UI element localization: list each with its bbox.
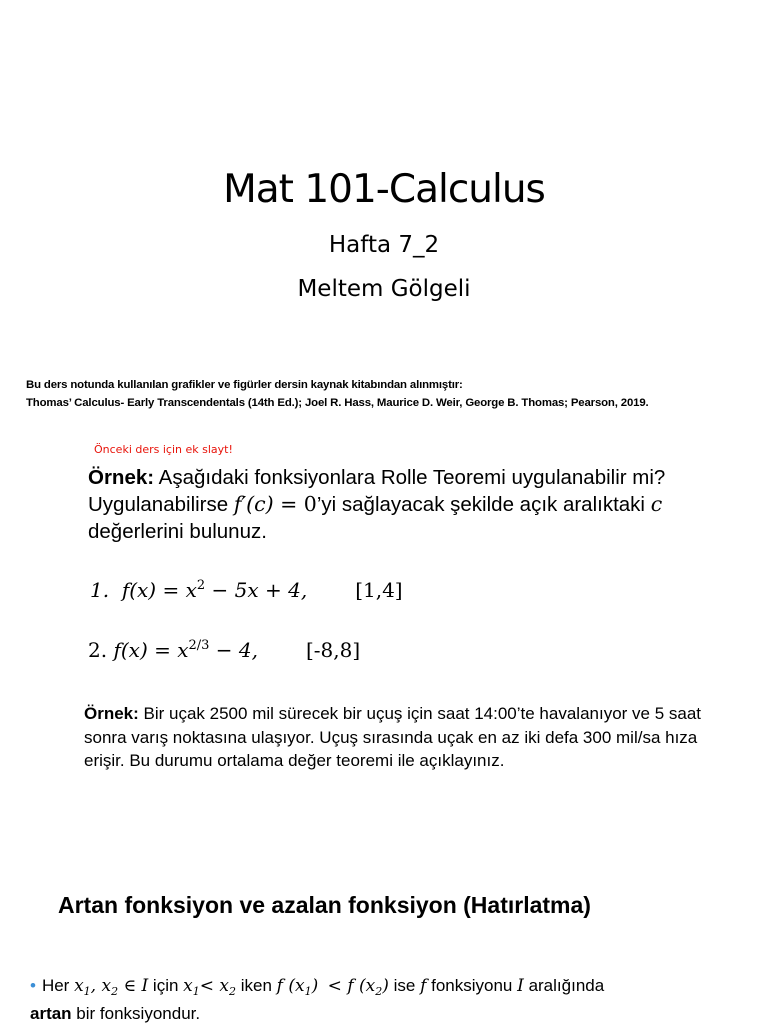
math-f-x2: f $(x_2)$ xyxy=(347,976,389,998)
math-f-b: f xyxy=(347,976,354,996)
math-f-a: f xyxy=(276,976,283,996)
formula-1-number: 1. xyxy=(90,578,110,602)
example-1-math-eq0: = 0 xyxy=(273,492,317,516)
bullet-icin: için xyxy=(148,976,184,995)
example-1-text-b: ’yi sağlayacak şekilde açık aralıktaki xyxy=(316,493,651,516)
example-2-body: Bir uçak 2500 mil sürecek bir uçuş için saat 14:00’te havalanıyor ve 5 saat sonra varış noktasına ulaşıyor. Uçuş sırasında uçak en az iki defa 300 mil/sa hıza erişir. Bu durumu ortalama değer teoremi ile açıklayınız. xyxy=(84,704,702,770)
math-f-c: f xyxy=(420,976,427,996)
math-x-e: x xyxy=(294,976,305,996)
bullet-bir-fonksiyondur: bir fonksiyondur. xyxy=(71,1004,201,1023)
math-sub-2c: 2 xyxy=(375,985,383,998)
bullet-fonksiyonu: fonksiyonu xyxy=(426,976,518,995)
bullet-artan: artan xyxy=(30,1004,72,1023)
bullet-her: Her xyxy=(41,976,75,995)
formula-1-interval: [1,4] xyxy=(355,578,403,602)
example-1-math-c: c xyxy=(650,492,663,516)
math-x1-b xyxy=(183,976,200,996)
slide-title: Mat 101-Calculus xyxy=(223,167,545,212)
math-x-a: x xyxy=(74,976,84,996)
bullet-ise: ise xyxy=(388,976,421,995)
formula-1-exponent: 2 xyxy=(196,578,206,593)
slide-subtitle: Hafta 7_2 xyxy=(328,232,440,258)
formula-2 xyxy=(88,634,360,666)
math-sub-1c: 1 xyxy=(304,985,312,998)
formula-2-exponent: 2/3 xyxy=(188,638,210,653)
example-1-math-fc: f′(c) xyxy=(233,492,274,516)
math-sub-1a: 1 xyxy=(83,985,91,998)
example-1-label: Örnek: xyxy=(88,466,155,489)
example-1-text xyxy=(88,464,738,545)
bullet-iken: iken xyxy=(236,976,277,995)
example-2-text xyxy=(84,702,724,773)
source-note-line-2: Thomas’ Calculus- Early Transcendentals (14th Ed.); Joel R. Hass, Maurice D. Weir, George B. Thomas; Pearson, 2019. xyxy=(26,397,649,409)
previous-lecture-note: Önceki ders için ek slayt! xyxy=(94,443,233,456)
example-1-text-a: Aşağıdaki fonksiyonlara Rolle Teoremi uygulanabilir mi? Uygulanabilirse xyxy=(88,466,666,516)
bullet-dot: • xyxy=(30,976,36,995)
example-1-text-c: değerlerini bulunuz. xyxy=(88,520,267,543)
math-lt-2: < xyxy=(327,976,348,996)
author-name: Meltem Gölgeli xyxy=(297,276,471,302)
math-sub-2a: 2 xyxy=(111,985,119,998)
formula-1-lhs: f(x) xyxy=(121,578,157,602)
math-x1: $x_1$, $x_2$ xyxy=(74,976,119,998)
formula-1-rhs-a: = x xyxy=(156,578,197,602)
formula-2-lhs: f(x) xyxy=(113,638,148,662)
math-x-c: x xyxy=(183,976,193,996)
section-heading: Artan fonksiyon ve azalan fonksiyon (Hatırlatma) xyxy=(58,892,591,918)
math-sub-2b: 2 xyxy=(229,985,236,998)
formula-2-rhs-b: − 4, xyxy=(209,638,258,662)
formula-2-interval: [-8,8] xyxy=(306,638,361,662)
formula-1-rhs-b: − 5x + 4, xyxy=(205,578,308,602)
math-in-I: ∈ I xyxy=(118,976,149,996)
math-x-f: x xyxy=(365,976,376,996)
math-x-d: x xyxy=(219,976,229,996)
math-x2-b xyxy=(219,976,236,996)
definition-bullet xyxy=(30,972,750,1027)
math-sub-1b: 1 xyxy=(192,985,200,998)
formula-2-number: 2. xyxy=(88,638,108,662)
source-note-line-1: Bu ders notunda kullanılan grafikler ve figürler dersin kaynak kitabından alınmıştır: xyxy=(26,379,463,391)
math-f-x1: f $(x_1)$ xyxy=(276,976,319,998)
math-x-b: x xyxy=(101,976,112,996)
example-2-label: Örnek: xyxy=(84,704,139,723)
formula-2-rhs-a: = x xyxy=(147,638,189,662)
math-lt-1: < xyxy=(199,976,220,996)
source-note xyxy=(26,376,756,412)
bullet-araliginda: aralığında xyxy=(523,976,605,995)
formula-1 xyxy=(90,574,403,606)
math-I: I xyxy=(517,976,524,996)
